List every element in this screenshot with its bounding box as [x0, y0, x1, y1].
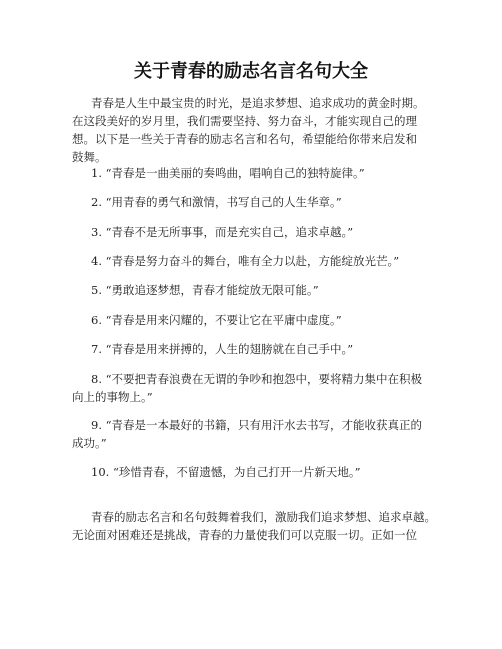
quote-item-2 [91, 193, 441, 211]
quote-item-9 [72, 416, 441, 452]
document-title: 关于青春的励志名言名句大全 [134, 61, 368, 82]
quote-line: 6. “青春是用来闪耀的，不要让它在平庸中虚度。” [91, 313, 342, 327]
quote-line: 8. “不要把青春浪费在无谓的争吵和抱怨中，要将精力集中在积极 [91, 372, 423, 386]
quote-line: 7. “青春是用来拼搏的，人生的翅膀就在自己手中。” [91, 342, 354, 356]
quote-line: 成功。” [72, 436, 107, 450]
closing-line: 无论面对困难还是挑战，青春的力量使我们可以克服一切。正如一位 [72, 528, 417, 542]
intro-line: 想。以下是一些关于青春的励志名言和名句，希望能给你带来启发和 [72, 132, 417, 146]
quote-item-3 [91, 223, 441, 241]
intro-paragraph [72, 94, 437, 166]
intro-line: 青春是人生中最宝贵的时光，是追求梦想、追求成功的黄金时期。 [91, 96, 425, 110]
quote-line: 5. “勇敢追逐梦想，青春才能绽放无限可能。” [91, 283, 319, 297]
intro-line: 鼓舞。 [72, 150, 107, 164]
quote-item-10 [91, 463, 441, 481]
closing-line: 青春的励志名言和名句鼓舞着我们，激励我们追求梦想、追求卓越。 [91, 510, 436, 524]
quote-item-8 [72, 370, 441, 406]
quote-item-5 [91, 281, 441, 299]
quote-line: 1. “青春是一曲美丽的奏鸣曲，唱响自己的独特旋律。” [91, 166, 365, 180]
quote-line: 10. “珍惜青春，不留遗憾，为自己打开一片新天地。” [91, 465, 361, 479]
quote-line: 3. “青春不是无所事事，而是充实自己，追求卓越。” [91, 225, 354, 239]
quote-item-7 [91, 340, 441, 358]
quote-line: 2. “用青春的勇气和激情，书写自己的人生华章。” [91, 195, 342, 209]
quote-item-4 [91, 252, 441, 270]
quote-line: 4. “青春是努力奋斗的舞台，唯有全力以赴，方能绽放光芒。” [91, 254, 400, 268]
quote-item-1 [91, 164, 441, 182]
intro-line: 在这段美好的岁月里，我们需要坚持、努力奋斗，才能实现自己的理 [72, 114, 417, 128]
closing-paragraph [72, 508, 437, 544]
quote-line: 向上的事物上。” [72, 390, 153, 404]
quote-line: 9. “青春是一本最好的书籍，只有用汗水去书写，才能收获真正的 [91, 418, 423, 432]
quote-item-6 [91, 311, 441, 329]
